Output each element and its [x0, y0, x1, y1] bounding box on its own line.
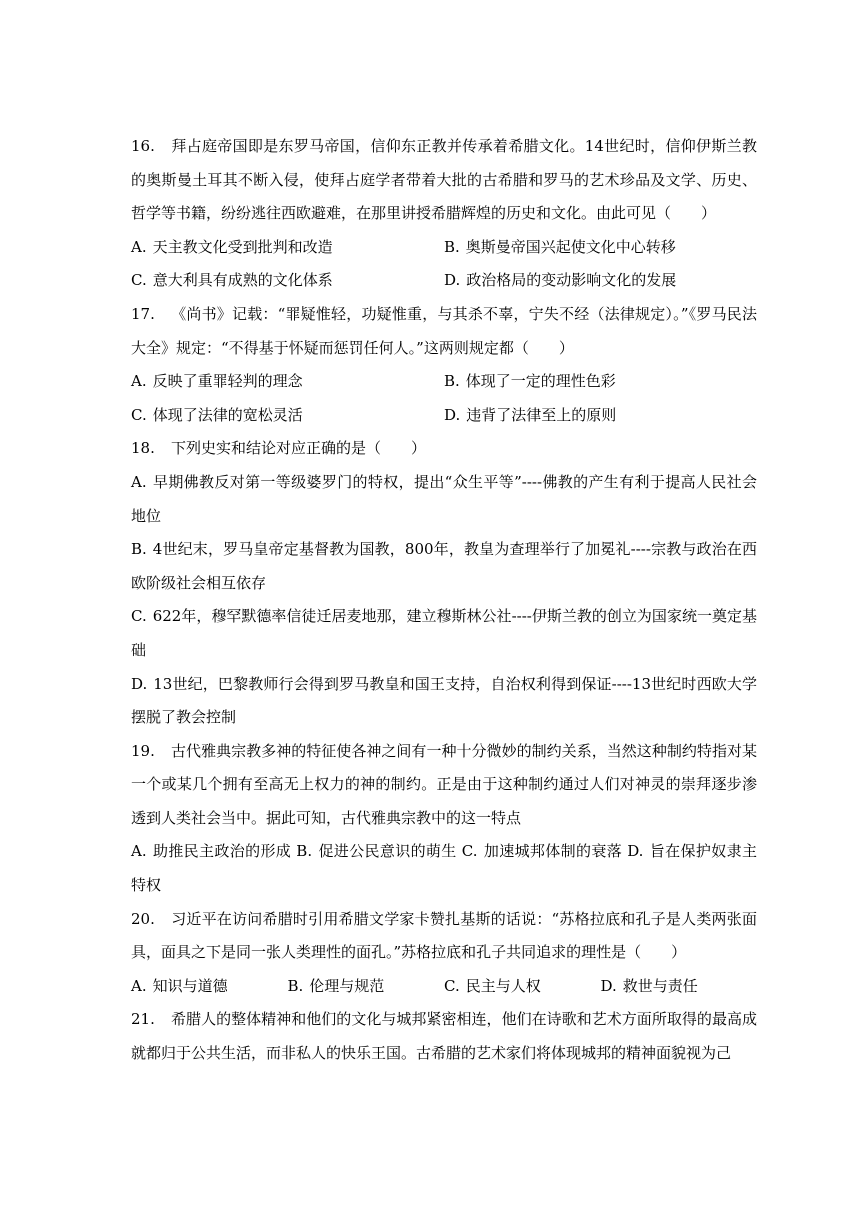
option-a: A. 知识与道德 [131, 976, 228, 995]
question-19-options [131, 835, 757, 902]
option-d: D. 违背了法律至上的原则 [444, 405, 617, 424]
question-number: 18. [131, 439, 155, 458]
option-b: B. 体现了一定的理性色彩 [444, 372, 616, 391]
question-number: 16. [131, 137, 155, 155]
option-a: A. 天主教文化受到批判和改造 [131, 237, 333, 256]
question-20-options [131, 970, 757, 1004]
option-b: B. 奥斯曼帝国兴起使文化中心转移 [444, 237, 676, 256]
question-17-stem: 17. 《尚书》记载：“罪疑惟轻，功疑惟重，与其杀不辜，宁失不经（法律规定）。”《罗马民法大全》规定：“不得基于怀疑而惩罚任何人。”这两则规定都（ ） [131, 298, 757, 365]
option-c: C. 体现了法律的宽松灵活 [131, 405, 303, 424]
option-d: D. 救世与责任 [600, 976, 698, 995]
question-number: 19. [131, 741, 155, 760]
option-c: C. 意大利具有成熟的文化体系 [131, 271, 333, 290]
question-16-stem: 16. 拜占庭帝国即是东罗马帝国，信仰东正教并传承着希腊文化。14世纪时，信仰伊斯兰教的奥斯曼土耳其不断入侵，使拜占庭学者带着大批的古希腊和罗马的艺术珍品及文学、历史、哲学等书籍，纷纷逃往西欧避难，在那里讲授希腊辉煌的历史和文化。由此可见（ ） [131, 130, 757, 231]
question-21-stem: 21. 希腊人的整体精神和他们的文化与城邦紧密相连，他们在诗歌和艺术方面所取得的最高成就都归于公共生活，而非私人的快乐王国。古希腊的艺术家们将体现城邦的精神面貌视为己 [131, 1003, 757, 1070]
question-number: 21. [131, 1010, 155, 1029]
question-19-stem: 19. 古代雅典宗教多神的特征使各神之间有一种十分微妙的制约关系，当然这种制约特指对某一个或某几个拥有至高无上权力的神的制约。正是由于这种制约通过人们对神灵的崇拜逐步渗透到人类社会当中。据此可知，古代雅典宗教中的这一特点 [131, 735, 757, 836]
question-17-options-row-2 [131, 399, 757, 433]
question-16-options-row-1 [131, 231, 757, 265]
option-a: A. 反映了重罪轻判的理念 [131, 372, 303, 391]
question-16-options-row-2 [131, 264, 757, 298]
question-number: 17. [131, 304, 155, 323]
question-list [131, 130, 757, 1071]
question-number: 20. [131, 909, 155, 928]
option-b: B. 促进公民意识的萌生 [296, 842, 457, 861]
option-b: B. 4世纪末，罗马皇帝定基督教为国教，800年，教皇为查理举行了加冕礼----宗教与政治在西欧阶级社会相互依存 [131, 540, 757, 592]
question-18-stem: 18. 下列史实和结论对应正确的是（ ） [131, 432, 757, 466]
option-b: B. 伦理与规范 [287, 976, 385, 995]
option-d: D. 政治格局的变动影响文化的发展 [444, 271, 677, 290]
option-c: C. 民主与人权 [444, 976, 541, 995]
option-d: D. 旨在保护奴隶主特权 [131, 842, 757, 895]
option-d: D. 13世纪，巴黎教师行会得到罗马教皇和国王支持，自治权利得到保证----13世纪时西欧大学摆脱了教会控制 [131, 674, 757, 727]
option-c: C. 加速城邦体制的衰落 [461, 842, 623, 861]
question-17-options-row-1 [131, 365, 757, 399]
option-a: A. 早期佛教反对第一等级婆罗门的特权，提出“众生平等”----佛教的产生有利于提高人民社会地位 [131, 472, 757, 525]
question-20-stem: 20. 习近平在访问希腊时引用希腊文学家卡赞扎基斯的话说：“苏格拉底和孔子是人类两张面具，面具之下是同一张人类理性的面孔。”苏格拉底和孔子共同追求的理性是（ ） [131, 903, 757, 970]
option-c: C. 622年，穆罕默德率信徒迁居麦地那，建立穆斯林公社----伊斯兰教的创立为国家统一奠定基础 [131, 607, 757, 659]
option-a: A. 助推民主政治的形成 [131, 842, 292, 861]
